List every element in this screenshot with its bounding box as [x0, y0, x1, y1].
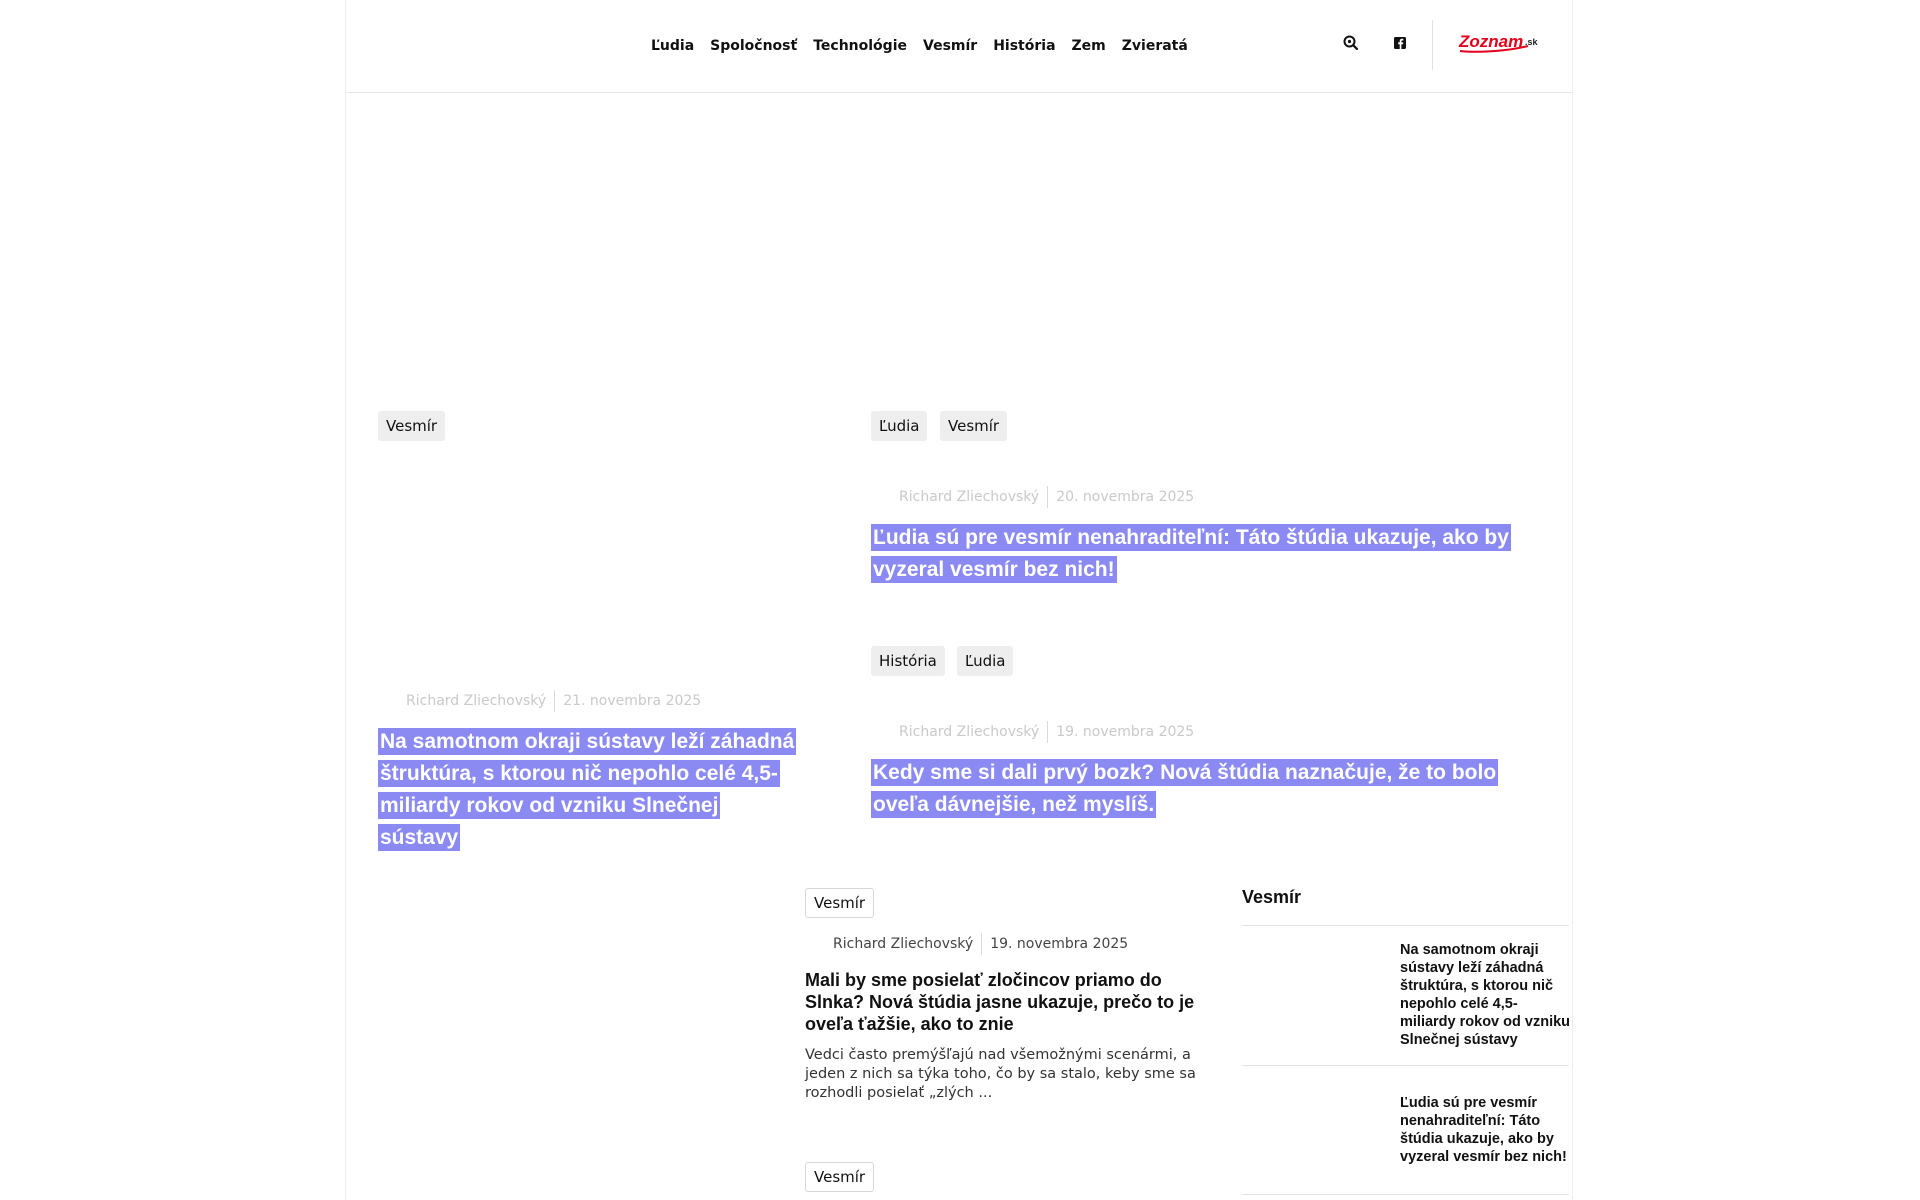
- sidebar-divider: [1242, 1065, 1569, 1066]
- article-meta: [899, 486, 1194, 508]
- featured-headline-left[interactable]: [378, 726, 798, 854]
- headline-text[interactable]: Ľudia sú pre vesmír nenahraditeľní: Táto štúdia ukazuje, ako by vyzeral vesmír bez nich!: [873, 526, 1509, 581]
- sidebar-article-link[interactable]: Na samotnom okraji sústavy leží záhadná štruktúra, s ktorou nič nepohlo celé 4,5-miliardy rokov od vzniku Slnečnej sústavy: [1400, 942, 1571, 1048]
- article-meta: [833, 933, 1128, 955]
- site-header: [346, 0, 1572, 93]
- nav-item-vesmir[interactable]: Vesmír: [923, 38, 978, 54]
- nav-item-historia[interactable]: História: [993, 38, 1056, 54]
- tag-historia[interactable]: História: [871, 646, 945, 676]
- article-title[interactable]: Mali by sme posielať zločincov priamo do Slnka? Nová štúdia jasne ukazuje, prečo to je oveľa ťažšie, ako to znie: [805, 970, 1195, 1034]
- article-excerpt: Vedci často premýšľajú nad všemožnými scenármi, a jeden z nich sa týka toho, čo by sa stalo, keby sme sa rozhodli posielať „zlých ...: [805, 1047, 1196, 1101]
- nav-item-ludia[interactable]: Ľudia: [651, 38, 695, 54]
- author-link[interactable]: Richard Zliechovský: [833, 936, 974, 952]
- author-link[interactable]: Richard Zliechovský: [899, 489, 1040, 505]
- nav-item-zvierata[interactable]: Zvieratá: [1121, 38, 1188, 54]
- main-nav: [643, 36, 1196, 56]
- tag-ludia[interactable]: Ľudia: [871, 411, 927, 441]
- sidebar-divider: [1242, 925, 1569, 926]
- headline-text[interactable]: Na samotnom okraji sústavy leží záhadná štruktúra, s ktorou nič nepohlo celé 4,5-miliardy rokov od vzniku Slnečnej sústavy: [380, 730, 795, 849]
- nav-item-technologie[interactable]: Technológie: [813, 38, 907, 54]
- tag-vesmir[interactable]: Vesmír: [805, 888, 874, 918]
- tag-ludia[interactable]: Ľudia: [957, 646, 1013, 676]
- nav-item-spolocnost[interactable]: Spoločnosť: [710, 38, 798, 54]
- meta-divider: [554, 690, 555, 712]
- author-link[interactable]: Richard Zliechovský: [406, 693, 547, 709]
- headline-text[interactable]: Kedy sme si dali prvý bozk? Nová štúdia naznačuje, že to bolo oveľa dávnejšie, než myslíš.: [873, 761, 1497, 816]
- nav-item-zem[interactable]: Zem: [1071, 38, 1106, 54]
- author-link[interactable]: Richard Zliechovský: [899, 724, 1040, 740]
- logo-suffix: .sk: [1525, 37, 1538, 47]
- search-icon[interactable]: [1342, 34, 1360, 52]
- article-date: 19. novembra 2025: [990, 936, 1129, 952]
- tag-vesmir[interactable]: Vesmír: [940, 411, 1007, 441]
- tag-vesmir[interactable]: Vesmír: [378, 411, 445, 441]
- featured-headline-right-2[interactable]: [871, 757, 1531, 821]
- sidebar-heading: Vesmír: [1242, 887, 1302, 907]
- meta-divider: [1047, 486, 1048, 508]
- logo-text: Zoznam: [1459, 32, 1524, 51]
- featured-headline-right-1[interactable]: [871, 522, 1511, 586]
- tag-vesmir[interactable]: Vesmír: [805, 1162, 874, 1192]
- article-meta: [899, 721, 1194, 743]
- header-divider: [1432, 20, 1433, 70]
- article-date: 21. novembra 2025: [563, 693, 702, 709]
- page-container: [345, 0, 1573, 1200]
- article-meta: [406, 690, 701, 712]
- article-date: 20. novembra 2025: [1056, 489, 1195, 505]
- meta-divider: [981, 933, 982, 955]
- meta-divider: [1047, 721, 1048, 743]
- article-date: 19. novembra 2025: [1056, 724, 1195, 740]
- sidebar-article-link[interactable]: Ľudia sú pre vesmír nenahraditeľní: Táto štúdia ukazuje, ako by vyzeral vesmír bez nich!: [1400, 1095, 1567, 1165]
- sidebar-divider: [1242, 1194, 1569, 1195]
- facebook-icon[interactable]: [1391, 34, 1409, 52]
- zoznam-logo[interactable]: [1458, 31, 1542, 55]
